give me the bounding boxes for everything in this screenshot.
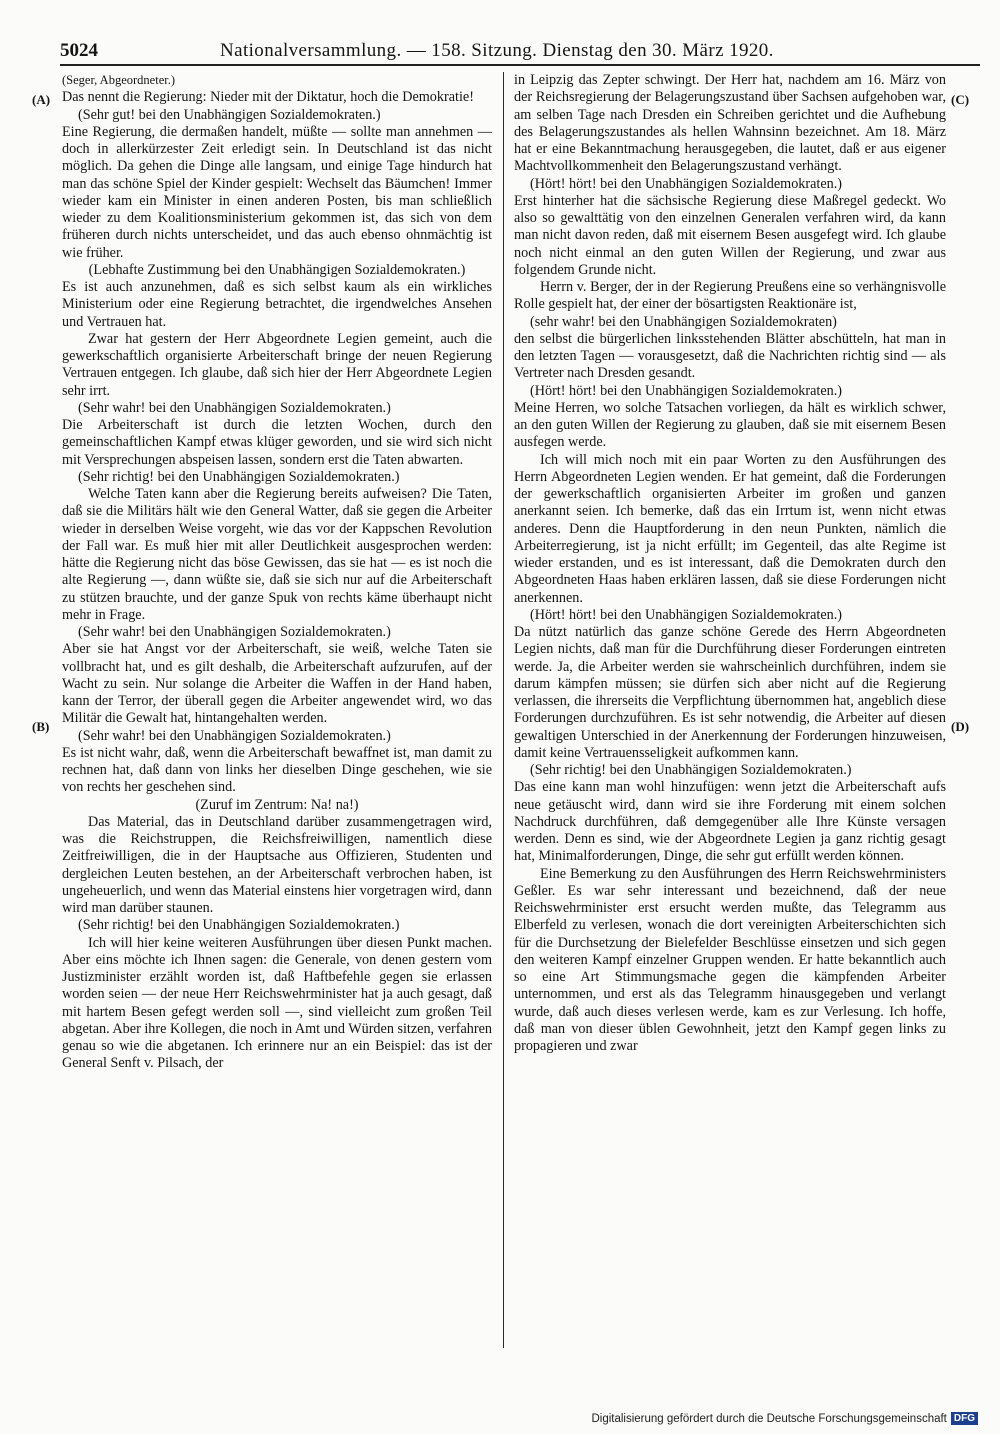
paragraph: Zwar hat gestern der Herr Abgeordnete Legien gemeint, auch die gewerkschaftlich organisierte Arbeiterschaft bringe der neuen Regierung Vertrauen entgegen. Ich glaube, daß sich hier der Herr Abgeordnete Legien sehr irrt. [62, 330, 492, 399]
column-divider [503, 72, 504, 1348]
interjection: (Sehr wahr! bei den Unabhängigen Sozialdemokraten.) [78, 399, 391, 416]
paragraph: Es ist nicht wahr, daß, wenn die Arbeiterschaft bewaffnet ist, man damit zu rechnen hat, daß dann von links her dieselben Dinge geschehen, wie sie von rechts her geschehen sind. [62, 744, 492, 796]
interjection: (Sehr gut! bei den Unabhängigen Sozialdemokraten.) [78, 106, 381, 123]
interjection: (Sehr wahr! bei den Unabhängigen Sozialdemokraten.) [78, 727, 391, 744]
paragraph: Aber sie hat Angst vor der Arbeiterschaft, sie weiß, welche Taten sie vollbracht hat, und es gilt deshalb, die Arbeiterschaft aufzurufen, auf der Wacht zu sein. Nur solange die Arbeiter die Waffen in der Hand haben, kann der Terror, der überall gegen die Arbeiter angewendet wird, wo das Militär die Gewalt hat, hintangehalten werden. [62, 641, 492, 727]
paragraph: Meine Herren, wo solche Tatsachen vorliegen, da hält es wirklich schwer, an den guten Willen der Regierung zu glauben, daß sie mit eisernem Besen ausfegen werde. [514, 399, 946, 451]
paragraph: Erst hinterher hat die sächsische Regierung diese Maßregel gedeckt. Wo also so gewalttätig von den einzelnen Generalen verfahren wird, da kann man nicht davon reden, daß mit eisernem Besen ausgefegt wird. Ich glaube noch nicht einmal an den guten Willen der Regierung, und zwar aus folgendem Grunde nicht. [514, 192, 946, 278]
right-column [514, 72, 946, 1346]
paragraph: Das nennt die Regierung: Nieder mit der Diktatur, hoch die Demokratie! [62, 89, 474, 106]
paragraph: Eine Bemerkung zu den Ausführungen des Herrn Reichswehrministers Geßler. Es war sehr interessant und bezeichnend, daß der neue Reichswehrminister erst ersucht werden mußte, das Telegramm aus Elberfeld zu verlesen, wonach die dort vereinigten Arbeiterschichten sich für die Durchsetzung der Bielefelder Beschlüsse einsetzen und sich gegen den weiteren Kampf einzelner Gruppen wenden. Er hatte bekanntlich auch so eine Art Stimmungsmache gegen die kämpfenden Arbeiter unternommen, und erst als das Telegramm hinausgegeben und verlangt wurde, daß auch dieses verlesen werde, kam es zur Verlesung. Ich hoffe, daß man von dieser üblen Gewohnheit, jetzt den Kampf gegen links zu propagieren und zwar [514, 865, 946, 1054]
paragraph: Das eine kann man wohl hinzufügen: wenn jetzt die Arbeiterschaft aufs neue getäuscht wird, dann wird sie ihre Forderung mit einem solchen Nachdruck durchführen, daß demgegenüber alle Ihre Künste versagen werden. Denn es sind, wie der Abgeordnete Legien ja ganz richtig gesagt hat, Minimalforderungen, Dinge, die sehr gut erfüllt werden können. [514, 779, 946, 865]
footer-credit [591, 1412, 978, 1425]
interjection: (Sehr wahr! bei den Unabhängigen Sozialdemokraten.) [78, 624, 391, 640]
interjection: (Sehr richtig! bei den Unabhängigen Sozialdemokraten.) [530, 762, 852, 778]
margin-marker-a: (A) [32, 92, 51, 107]
interjection: (Hört! hört! bei den Unabhängigen Sozialdemokraten.) [530, 382, 843, 399]
funding-credit: Digitalisierung gefördert durch die Deutsche Forschungsgemeinschaft [591, 1412, 947, 1425]
paragraph: Ich will hier keine weiteren Ausführungen über diesen Punkt machen. Aber eins möchte ich Ihnen sagen: die Generale, von denen gestern vom Justizminister erzählt worden ist, daß Haftbefehle gegen sie erlassen worden seien — der neue Herr Reichswehrminister hat ja auch gesagt, daß mit hartem Besen gefegt werden soll —, sind vielleicht zum großen Teil abgetan. Aber ihre Kollegen, die noch in Amt und Würden sitzen, verfahren genau so wie die abgetanen. Ich erinnere nur an ein Beispiel: das ist der General Senft v. Pilsach, der [62, 934, 492, 1072]
paragraph: Welche Taten kann aber die Regierung bereits aufweisen? Die Taten, daß sie die Militärs hält wie den General Watter, daß sie gegen die Arbeiter wieder in derselben Weise vorgeht, wie das vor der Kappschen Revolution der Fall war. Es muß hier mit aller Deutlichkeit ausgesprochen werden: hätte die Regierung nicht das böse Gewissen, das sie hat — es ist noch die alte Regierung —, dann wüßte sie, daß sie sich nur auf die Arbeiterschaft zu stützen brauchte, und der ganze Spuk von rechts käme überhaupt nicht mehr in Frage. [62, 486, 492, 623]
interjection: (Hört! hört! bei den Unabhängigen Sozialdemokraten.) [530, 606, 843, 623]
margin-marker-c: (C) [951, 92, 970, 107]
paragraph: Herrn v. Berger, der in der Regierung Preußens eine so verhängnisvolle Rolle gespielt hat, der einer der bösartigsten Reaktionäre ist, [514, 279, 946, 313]
dfg-logo: DFG [951, 1412, 978, 1425]
interjection: (Sehr richtig! bei den Unabhängigen Sozialdemokraten.) [78, 468, 400, 485]
session-title: Nationalversammlung. — 158. Sitzung. Dienstag den 30. März 1920. [220, 40, 774, 61]
speaker-note: (Seger, Abgeordneter.) [62, 73, 176, 87]
paragraph: den selbst die bürgerlichen linksstehenden Blätter abschütteln, hat man in den letzten Tagen — vorausgesetzt, daß die Nachrichten richtig sind — als Vertreter nach Dresden gesandt. [514, 330, 946, 382]
page-number: 5024 [60, 40, 98, 61]
left-column [62, 72, 492, 1346]
margin-marker-d: (D) [951, 719, 970, 734]
margin-marker-b: (B) [32, 719, 50, 734]
paragraph: Es ist auch anzunehmen, daß es sich selbst kaum als ein wirkliches Ministerium oder eine Regierung betrachtet, die irgendwelches Ansehen und Vertrauen hat. [62, 279, 492, 330]
interjection: (Lebhafte Zustimmung bei den Unabhängigen Sozialdemokraten.) [88, 261, 466, 278]
paragraph: Ich will mich noch mit ein paar Worten zu den Ausführungen des Herrn Abgeordneten Legien wenden. Er hat gemeint, daß die Forderungen der gewerkschaftlich organisierten Arbeiter im großen und ganzen anerkannt seien. Ich bemerke, daß das ein Irrtum ist, wenn nicht etwas anderes. Denn die Hauptforderung in den neun Punkten, nämlich die Arbeiterregierung, ist ja nicht erfüllt; im Gegenteil, das alte Regime ist wieder erstanden, und es ist interessant, daß die Demokraten durch den Abgeordneten Haas haben erklären lassen, daß sie diese Forderungen nicht anerkennen. [514, 451, 946, 606]
interjection: (Zuruf im Zentrum: Na! na!) [195, 796, 359, 813]
interjection: (sehr wahr! bei den Unabhängigen Sozialdemokraten) [530, 313, 837, 330]
paragraph: Da nützt natürlich das ganze schöne Gerede des Herrn Abgeordneten Legien nichts, daß man für die Durchführung dieser Forderungen eintreten werde. Ja, die Arbeiter werden sie wahrscheinlich durchführen, indem sie darum kämpfen müssen; sie dürfen sich aber nicht auf die Regierung verlassen, die ihrerseits die Verpflichtung übernommen hat, angeblich diese Forderungen durchzuführen. Es ist sehr notwendig, die Arbeiter auf diesen gewaltigen Unterschied in der Anerkennung der Forderungen hinzuweisen, damit keine Vertrauensseligkeit aufkommen kann. [514, 624, 946, 761]
paragraph: Die Arbeiterschaft ist durch die letzten Wochen, durch den gemeinschaftlichen Kampf etwas klüger geworden, und sie wird sich nicht mit Versprechungen abspeisen lassen, sondern erst die Taten abwarten. [62, 417, 492, 468]
paragraph: Das Material, das in Deutschland darüber zusammengetragen wird, was die Reichstruppen, die Reichsfreiwilligen, namentlich diese Zeitfreiwilligen, die in der Hauptsache aus Offizieren, Studenten und dergleichen Leuten bestehen, an der Arbeiterschaft verbrochen haben, ist ungeheuerlich, und wenn das Material einstens hier vorgetragen wird, dann wird man darüber staunen. [62, 813, 492, 916]
interjection: (Hört! hört! bei den Unabhängigen Sozialdemokraten.) [530, 175, 843, 192]
paragraph: Eine Regierung, die dermaßen handelt, müßte — sollte man annehmen — doch in allerkürzester Zeit erledigt sein. In Deutschland ist das nicht möglich. Da gehen die Dinge alle langsam, und einige Tage hindurch hat man das schöne Spiel der Kinder gespielt: Wechselt das Bäumchen! Immer wieder kam ein Minister in einen anderen Posten, bis man schließlich wieder zu dem Koalitionsministerium gekommen ist, das sich von dem früheren durch nichts unterscheidet, und das auch ebenso ohnmächtig ist wie früher. [62, 123, 492, 261]
running-header [60, 36, 980, 66]
interjection: (Sehr richtig! bei den Unabhängigen Sozialdemokraten.) [78, 917, 400, 934]
paragraph: in Leipzig das Zepter schwingt. Der Herr hat, nachdem am 16. März von der Reichsregierung der Belagerungszustand über Sachsen aufgehoben war, am selben Tage nach Dresden ein Schreiben gerichtet und die Aufhebung des Belagerungszustandes als hellen Wahnsinn bezeichnet. Am 18. März hat er eine Bekanntmachung herausgegeben, die lautet, daß er aus eigener Machtvollkommenheit den Belagerungszustand verhängt. [514, 72, 946, 175]
